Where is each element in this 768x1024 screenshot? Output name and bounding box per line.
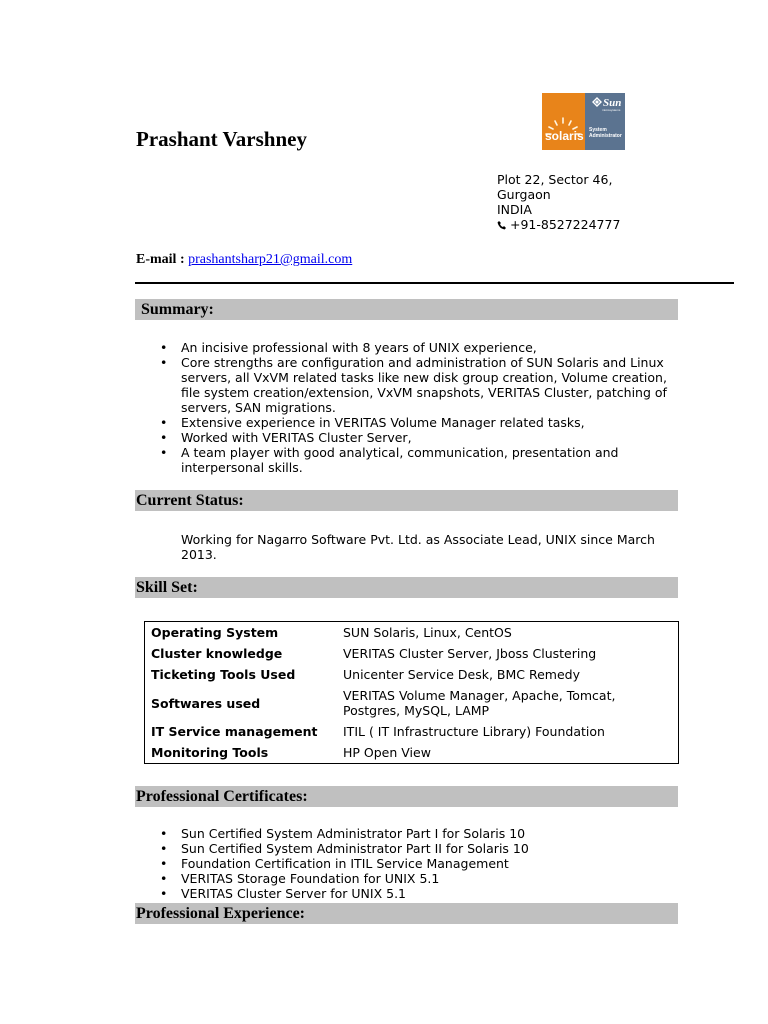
contact-address xyxy=(497,172,620,232)
skill-set-heading: Skill Set: xyxy=(135,577,678,598)
list-item: • VERITAS Storage Foundation for UNIX 5.1 xyxy=(160,871,675,886)
table-row xyxy=(145,742,678,763)
skill-key: Softwares used xyxy=(151,695,261,711)
list-item: • Foundation Certification in ITIL Service Management xyxy=(160,856,675,871)
logo-brand-sub: microsystems xyxy=(602,108,621,112)
list-item: • Extensive experience in VERITAS Volume Manager related tasks, xyxy=(160,415,675,430)
address-line: INDIA xyxy=(497,202,532,217)
list-item: • Sun Certified System Administrator Part I for Solaris 10 xyxy=(160,826,675,841)
list-item: • An incisive professional with 8 years of UNIX experience, xyxy=(160,340,675,355)
skill-key: IT Service management xyxy=(151,724,318,739)
skill-value: SUN Solaris, Linux, CentOS xyxy=(343,625,512,640)
table-row xyxy=(145,721,678,742)
experience-heading: Professional Experience: xyxy=(135,903,678,924)
table-row xyxy=(145,643,678,664)
list-item: • Core strengths are configuration and administration of SUN Solaris and Linux servers, all VxVM related tasks like new disk group creation, Volume creation, file system creation/extension, VxVM snapshots, VERITAS Cluster, patching of servers, SAN migrations. xyxy=(160,355,675,415)
address-line: Gurgaon xyxy=(497,187,551,202)
logo-cert-line-1: System xyxy=(589,127,607,133)
logo-brand: Sun xyxy=(603,97,622,109)
skill-key: Cluster knowledge xyxy=(151,646,283,661)
table-row xyxy=(145,685,678,721)
phone-number: +91-8527224777 xyxy=(509,217,621,232)
logo-product: solaris xyxy=(545,129,584,143)
skill-set-table xyxy=(144,621,679,764)
list-item: • A team player with good analytical, communication, presentation and interpersonal skills. xyxy=(160,445,675,475)
address-line: Plot 22, Sector 46, xyxy=(497,172,613,187)
skill-key: Operating System xyxy=(151,625,279,640)
skill-key: Ticketing Tools Used xyxy=(151,667,296,682)
skill-value: Unicenter Service Desk, BMC Remedy xyxy=(343,667,580,682)
list-item: • VERITAS Cluster Server for UNIX 5.1 xyxy=(160,886,675,901)
table-row xyxy=(145,664,678,685)
summary-list xyxy=(160,340,675,475)
skill-key: Monitoring Tools xyxy=(151,745,269,760)
phone-line xyxy=(497,217,620,232)
table-row xyxy=(145,622,678,643)
certificates-heading: Professional Certificates: xyxy=(135,786,678,807)
email-link[interactable]: prashantsharp21@gmail.com xyxy=(188,252,353,267)
certificates-list xyxy=(160,826,675,901)
header-divider xyxy=(135,282,734,284)
skill-value: HP Open View xyxy=(343,745,431,760)
sun-solaris-certification-logo xyxy=(542,93,625,150)
skill-value: ITIL ( IT Infrastructure Library) Foundation xyxy=(343,724,605,739)
logo-cert-line-2: Administrator xyxy=(589,133,622,139)
email-row xyxy=(136,252,352,268)
list-item: • Sun Certified System Administrator Part II for Solaris 10 xyxy=(160,841,675,856)
current-status-heading: Current Status: xyxy=(135,490,678,511)
current-status-text: Working for Nagarro Software Pvt. Ltd. as Associate Lead, UNIX since March 2013. xyxy=(181,532,655,562)
phone-icon xyxy=(497,220,506,230)
email-label: E-mail : xyxy=(136,252,185,267)
skill-value: VERITAS Cluster Server, Jboss Clustering xyxy=(343,646,597,661)
summary-heading: Summary: xyxy=(135,299,678,320)
list-item: • Worked with VERITAS Cluster Server, xyxy=(160,430,675,445)
skill-value: VERITAS Volume Manager, Apache, Tomcat, Postgres, MySQL, LAMP xyxy=(343,688,616,718)
candidate-name: Prashant Varshney xyxy=(136,127,307,151)
